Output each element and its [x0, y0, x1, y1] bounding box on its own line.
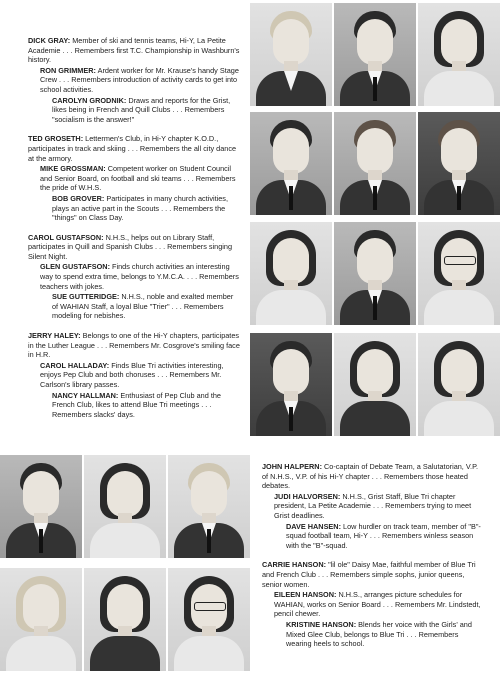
portrait-photo [84, 568, 166, 671]
student-caption [262, 492, 484, 521]
student-name: DAVE HANSEN: [286, 521, 342, 531]
portrait-photo [0, 455, 82, 558]
portrait-photo [418, 3, 500, 106]
portrait-photo [0, 568, 82, 671]
student-caption [262, 590, 484, 619]
portrait-photo [250, 333, 332, 436]
student-name: CAROL HALLADAY: [40, 360, 110, 370]
student-description: N.H.S., helps out on Library Staff, participates in Quill and Spanish Clubs . . . Remembers singing Silent Night. [28, 232, 233, 261]
student-name: CARRIE HANSON: [262, 560, 327, 570]
student-caption [28, 292, 240, 321]
section-gap [28, 322, 240, 331]
student-description: Belongs to one of the Hi-Y chapters, participates in the Luther League . . . Remembers Mr. Cosgrove's smiling face in H.R. [28, 331, 240, 360]
student-description: N.H.S., noble and exalted member of WAHIAN Staff, a loyal Blue "Trier" . . . Remembers modeling for nebishes. [52, 292, 234, 321]
section-gap [262, 551, 484, 560]
right-caption-column [262, 462, 484, 650]
student-description: Draws and reports for the Grist, likes being in French and Quill Clubs . . . Remembers "socialism is the answer!" [52, 95, 231, 124]
portrait-photo [250, 112, 332, 215]
student-name: DICK GRAY: [28, 36, 71, 45]
portrait-photo [168, 455, 250, 558]
student-caption [28, 134, 240, 163]
student-name: RON GRIMMER: [40, 65, 96, 75]
student-description: Enthusiast of Pep Club and the French Club, likes to attend Blue Tri meetings . . . Remembers slacks' days. [52, 390, 221, 419]
student-caption [28, 66, 240, 95]
student-name: KRISTINE HANSON: [286, 619, 357, 629]
student-caption [28, 194, 240, 223]
student-name: CAROL GUSTAFSON: [28, 232, 104, 242]
student-caption [262, 522, 484, 551]
student-description: Member of ski and tennis teams, Hi-Y, La Petite Academie . . . Remembers first T.C. Championship in Washburn's history. [28, 36, 240, 65]
student-name: JUDI HALVORSEN: [274, 491, 341, 501]
student-name: JOHN HALPERN: [262, 462, 322, 471]
student-caption [262, 620, 484, 649]
student-caption [28, 233, 240, 262]
student-name: GLEN GUSTAFSON: [40, 262, 110, 272]
portrait-photo [418, 222, 500, 325]
student-name: NANCY HALLMAN: [52, 390, 119, 400]
student-name: TED GROSETH: [28, 134, 84, 144]
student-caption [28, 262, 240, 291]
student-description: N.H.S., arranges picture schedules for WAHIAN, works on Senior Board . . . Remembers Mr. Lindstedt, pencil chewer. [274, 590, 481, 619]
student-description: Blends her voice with the Girls' and Mixed Glee Club, belongs to Blue Tri . . . Remembers wearing heels to school. [286, 619, 472, 649]
student-caption [28, 164, 240, 193]
portrait-photo [84, 455, 166, 558]
student-description: Co-captain of Debate Team, a Salutatorian, V.P. of N.H.S., V.P. of his Hi-Y chapter . . . Remembers those heated debates. [262, 462, 479, 491]
student-description: "lil ole" Daisy Mae, faithful member of Blue Tri and French Club . . . Remembers simple sophs, junior queens, senior women. [262, 560, 476, 589]
student-description: Finds church activities an interesting way to spend extra time, belongs to Y.M.C.A. . . . Remembers teachers with jokes. [40, 262, 239, 291]
student-description: Low hurdler on track team, member of "B"-squad football team, Hi-Y . . . Remembers winless season with the "B"-squad. [286, 521, 481, 550]
portrait-photo [418, 112, 500, 215]
left-caption-column [28, 36, 240, 420]
student-description: Participates in many church activities, plays an active part in the Scouts . . . Remembers the "things" on Class Day. [52, 193, 228, 223]
student-caption [28, 361, 240, 390]
student-name: JERRY HALEY: [28, 331, 81, 341]
student-name: SUE GUTTERIDGE: [52, 292, 120, 302]
student-caption [28, 36, 240, 65]
student-description: Competent worker on Student Council and Senior Board, on football and ski teams . . . Remembers the pride of W.H.S. [40, 164, 236, 193]
student-name: MIKE GROSSMAN: [40, 164, 106, 174]
student-caption [28, 331, 240, 360]
student-description: Ardent worker for Mr. Krause's handy Stage Crew . . . Remembers introduction of activity cards to get into school activities. [40, 65, 239, 94]
portrait-photo [168, 568, 250, 671]
portrait-photo [334, 112, 416, 215]
portrait-photo [250, 222, 332, 325]
student-caption [262, 560, 484, 589]
student-description: Lettermen's Club, in Hi-Y chapter K.O.D., participates in track and skiing . . . Remembers the all city dance at the armory. [28, 134, 237, 163]
portrait-photo [250, 3, 332, 106]
portrait-photo [334, 333, 416, 436]
student-caption [262, 462, 484, 491]
section-gap [28, 224, 240, 233]
student-caption [28, 96, 240, 125]
portrait-photo [418, 333, 500, 436]
portrait-photo [334, 222, 416, 325]
section-gap [28, 125, 240, 134]
student-name: BOB GROVER: [52, 193, 105, 203]
student-description: Finds Blue Tri activities interesting, enjoys Pep Club and both choruses . . . Remembers Mr. Carlson's library passes. [40, 360, 224, 389]
student-name: EILEEN HANSON: [274, 590, 337, 600]
portrait-photo [334, 3, 416, 106]
student-description: N.H.S., Grist Staff, Blue Tri chapter president, La Petite Academie . . . Remembers trying to meet Grist deadlines. [274, 491, 472, 520]
student-name: CAROLYN GRODNIK: [52, 95, 127, 105]
student-caption [28, 391, 240, 420]
